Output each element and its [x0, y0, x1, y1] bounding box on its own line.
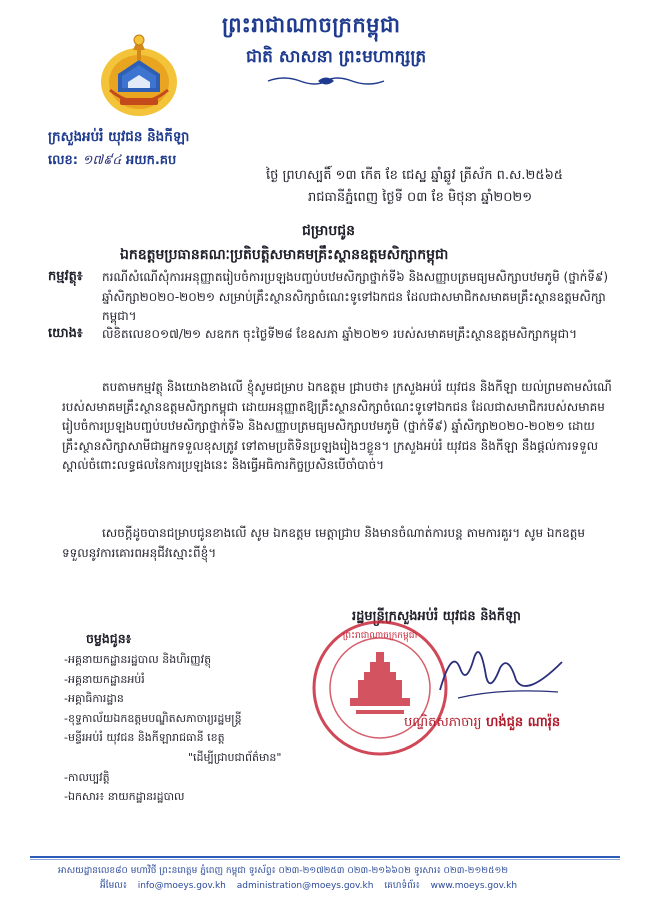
cc-item: -កាលប្បវត្តិ — [64, 770, 110, 784]
footer-email-admin[interactable]: administration@moeys.gov.kh — [236, 881, 374, 891]
cc-list — [64, 650, 281, 807]
official-seal — [310, 618, 450, 758]
signatory-fullname: ហង់ជួន ណារ៉ុន — [486, 715, 561, 730]
signatory-title: រដ្ឋមន្ត្រីក្រសួងអប់រំ យុវជន និងកីឡា — [352, 609, 521, 624]
cc-title: ចម្លងជូន៖ — [86, 631, 132, 646]
reference-number — [48, 152, 176, 171]
reference-letter-text: លិខិតលេខ០១៧/២១ សឧកក ចុះថ្ងៃទី២៨ ខែឧសភា ឆ្នាំ២០២១ របស់សមាគមគ្រឹះស្ថានឧត្តមសិក្សាកម្ពុជា។ — [102, 327, 577, 341]
solar-date: រាជធានីភ្នំពេញ ថ្ងៃទី ០៣ ខែ មិថុនា ឆ្នាំ២០២១ — [308, 190, 533, 205]
recipient-intro: ជម្រាបជូន — [302, 223, 356, 239]
cc-item-note: "ដើម្បីជ្រាបជាព័ត៌មាន" — [188, 750, 282, 764]
seal-stamp-icon — [310, 618, 450, 758]
recipient-name: ឯកឧត្តមប្រធានគណៈប្រតិបត្តិសមាគមគ្រឹះស្ថានឧត្តមសិក្សាកម្ពុជា — [120, 247, 449, 263]
cc-item: -មន្ទីរអប់រំ យុវជន និងកីឡារាជធានី ខេត្ត — [64, 731, 225, 745]
footer-address: អាសយដ្ឋានលេខ៨០ មហាវិថី ព្រះនរោត្តម ភ្នំពេញ កម្ពុជា ទូរស័ព្ទ៖ ០២៣-២១៧២៥៣ ០២៣-២១៦៦០២ ទូរសារ៖ ០២៣-២១២៥១២ — [58, 866, 509, 876]
handwritten-signature — [430, 628, 570, 708]
reference-handwritten-number: ១៧៩៤ — [82, 153, 122, 168]
reference-suffix: អយក.គប — [125, 153, 177, 168]
reference-label: លេខ: — [48, 153, 78, 168]
body-paragraph-2: សេចក្តីដូចបានជម្រាបជូនខាងលើ សូម ឯកឧត្តម មេត្តាជ្រាប និងមានចំណាត់ការបន្ត តាមការគួរ។ សូម ឯកឧត្តម ទទួលនូវការគោរពអនុជីវស្មោះពីខ្ញុំ។ — [62, 526, 585, 560]
ornament-icon — [264, 74, 388, 88]
lunar-date: ថ្ងៃ ព្រហស្បតិ៍ ១៣ កើត ខែ ជេស្ឋ ឆ្នាំឆ្លូវ ត្រីស័ក ព.ស.២៥៦៥ — [266, 168, 564, 183]
national-motto: ជាតិ សាសនា ព្រះមហាក្សត្រ — [246, 47, 427, 67]
signatory-name — [404, 714, 560, 733]
footer-divider — [30, 856, 620, 858]
body-paragraph-1: តបតាមកម្មវត្ថុ និងយោងខាងលើ ខ្ញុំសូមជម្រាប ឯកឧត្តម ជ្រាបថា៖ ក្រសួងអប់រំ យុវជន និងកីឡា យល់ព្រមតាមសំណើរបស់សមាគមគ្រឹះស្ថានឧត្តមសិក្សាកម្ពុជា ដោយអនុញ្ញាតឱ្យគ្រឹះស្ថានសិក្សាចំណេះទូទៅឯកជន ដែលជាសមាជិករបស់សមាគម រៀបចំការប្រឡងបញ្ចប់បឋមសិក្សាថ្នាក់ទី៦ និងសញ្ញាបត្រមធ្យមសិក្សាបឋមភូមិ (ថ្នាក់ទី៩) ឆ្នាំសិក្សា២០២០-២០២១ ដោយគ្រឹះស្ថានសិក្សាសាមីជាអ្នកទទួលខុសត្រូវ ទៅតាមប្រតិទិនប្រឡងរៀងៗខ្លួន។ ក្រសួងអប់រំ យុវជន និងកីឡា នឹងផ្តល់ការទទួលស្គាល់ចំពោះលទ្ធផលនៃការប្រឡងនេះ និងធ្វើអធិការកិច្ចប្រសិនបើចាំបាច់។ — [62, 380, 612, 472]
motto-ornament — [264, 74, 388, 92]
footer-email-info[interactable]: info@moeys.gov.kh — [137, 881, 226, 891]
footer-divider-thin — [30, 859, 620, 860]
footer-web-label: គេហទំព័រ៖ — [384, 881, 420, 891]
cc-item: -អគ្គាធិការដ្ឋាន — [64, 692, 124, 706]
signature-icon — [430, 628, 570, 708]
footer-website[interactable]: www.moeys.gov.kh — [430, 881, 518, 891]
footer-contact — [100, 880, 525, 893]
ministry-name: ក្រសួងអប់រំ យុវជន និងកីឡា — [48, 129, 190, 145]
reference-letter-label: យោង៖ — [48, 326, 83, 341]
cc-item: -ខុទ្ទកាល័យឯកឧត្តមបណ្ឌិតសភាចារ្យរដ្ឋមន្ត្រី — [64, 711, 242, 725]
cc-item: -អគ្គនាយកដ្ឋានអប់រំ — [64, 672, 145, 686]
seal-text: ព្រះរាជាណាចក្រកម្ពុជា — [342, 631, 418, 641]
ministry-emblem-icon — [96, 30, 182, 120]
cc-item: -អគ្គនាយកដ្ឋានរដ្ឋបាល និងហិរញ្ញវត្ថុ — [64, 653, 212, 666]
subject-label: កម្មវត្ថុ៖ — [48, 269, 83, 284]
ministry-logo — [96, 30, 182, 120]
kingdom-title: ព្រះរាជាណាចក្រកម្ពុជា — [222, 12, 401, 37]
subject-text: ករណីសំណើសុំការអនុញ្ញាតរៀបចំការប្រឡងបញ្ចប់បឋមសិក្សាថ្នាក់ទី៦ និងសញ្ញាបត្រមធ្យមសិក្សាបឋមភូមិ (ថ្នាក់ទី៩) ឆ្នាំសិក្សា២០២០-២០២១ សម្រាប់គ្រឹះស្ថានសិក្សាចំណេះទូទៅឯកជន ដែលជាសមាជិកសមាគមគ្រឹះស្ថានឧត្តមសិក្សាកម្ពុជា។ — [102, 270, 609, 323]
footer-email-label: អ៊ីមែល៖ — [100, 881, 127, 891]
signatory-rank: បណ្ឌិតសភាចារ្យ — [404, 715, 482, 730]
cc-item: -ឯកសារ៖ នាយកដ្ឋានរដ្ឋបាល — [64, 790, 185, 804]
